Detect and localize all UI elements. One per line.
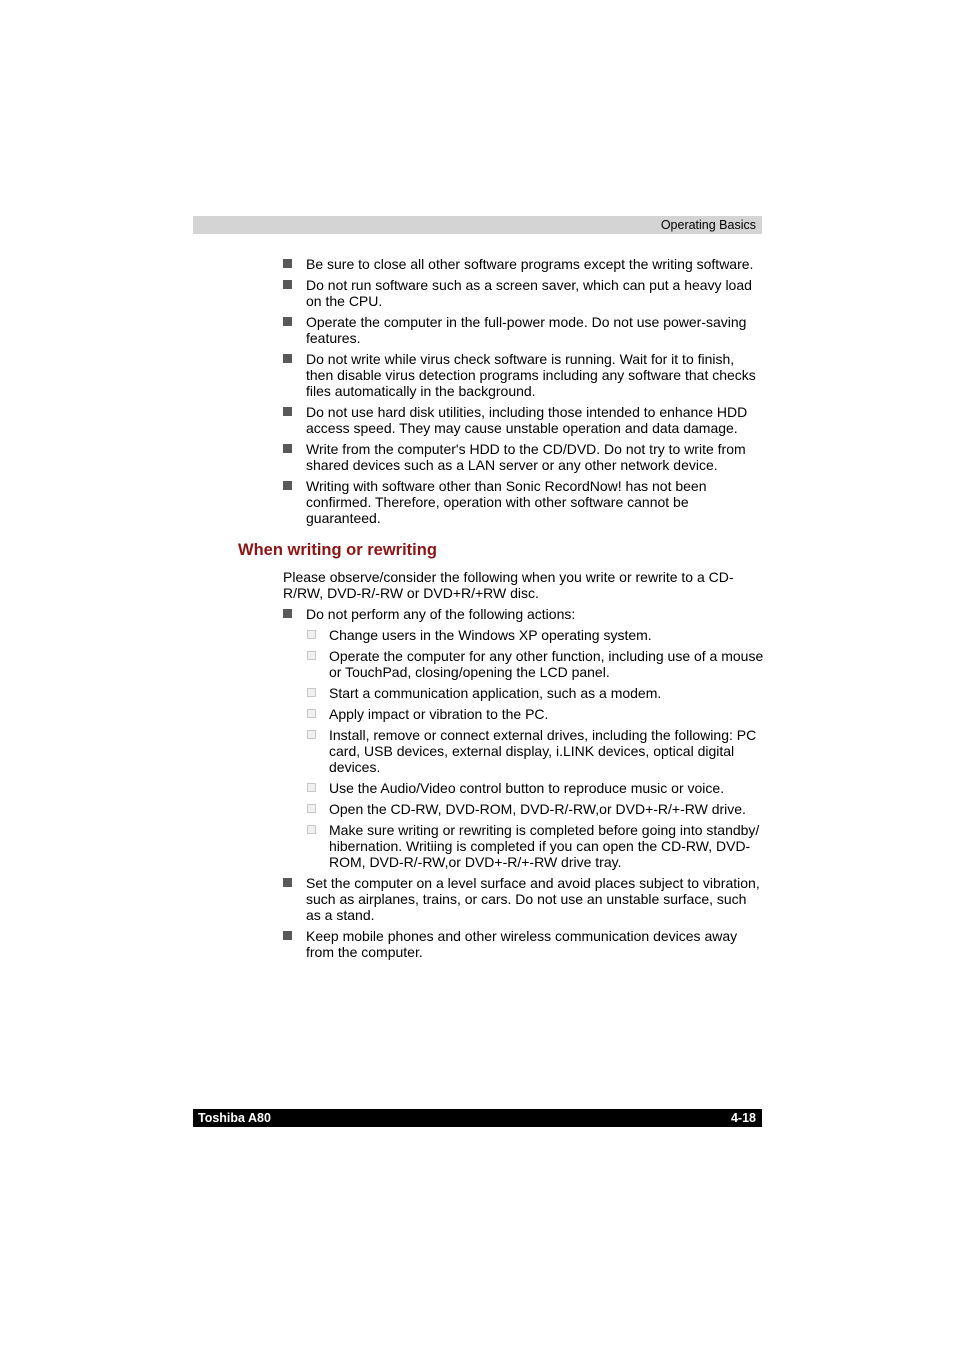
footer-page-number: 4-18 [730, 1111, 756, 1125]
square-bullet-icon [283, 317, 292, 326]
sub-list-item: Open the CD-RW, DVD-ROM, DVD-R/-RW,or DVD+-R/+-RW drive. [283, 801, 765, 817]
sub-list-item: Change users in the Windows XP operating system. [283, 627, 765, 643]
hollow-square-bullet-icon [307, 730, 316, 739]
page-header-bar [193, 216, 762, 234]
section-intro: Please observe/consider the following when you write or rewrite to a CD-R/RW, DVD-R/-RW or DVD+R/+RW disc. [283, 569, 734, 601]
list-item: Keep mobile phones and other wireless communication devices away from the computer. [283, 928, 765, 960]
list-item: Writing with software other than Sonic RecordNow! has not been confirmed. Therefore, operation with other software cannot be guaranteed. [283, 478, 765, 526]
list-item: Do not use hard disk utilities, including those intended to enhance HDD access speed. They may cause unstable operation and data damage. [283, 404, 765, 436]
hollow-square-bullet-icon [307, 651, 316, 660]
square-bullet-icon [283, 609, 292, 618]
square-bullet-icon [283, 481, 292, 490]
sub-list-item: Apply impact or vibration to the PC. [283, 706, 765, 722]
footer-product-name: Toshiba A80 [198, 1111, 271, 1125]
sub-list-item: Operate the computer for any other function, including use of a mouse or TouchPad, closing/opening the LCD panel. [283, 648, 765, 680]
hollow-square-bullet-icon [307, 630, 316, 639]
hollow-square-bullet-icon [307, 825, 316, 834]
square-bullet-icon [283, 354, 292, 363]
list-item: Do not write while virus check software is running. Wait for it to finish, then disable virus detection programs including any software that checks files automatically in the background. [283, 351, 765, 399]
sub-list-item: Make sure writing or rewriting is completed before going into standby/ hibernation. Writiing is completed if you can open the CD-RW, DVD-ROM, DVD-R/-RW,or DVD+-R/+-RW drive tray. [283, 822, 765, 870]
square-bullet-icon [283, 280, 292, 289]
sub-list-item: Start a communication application, such as a modem. [283, 685, 765, 701]
square-bullet-icon [283, 878, 292, 887]
top-bullet-list [283, 256, 765, 531]
list-item: Do not run software such as a screen saver, which can put a heavy load on the CPU. [283, 277, 765, 309]
list-item: Write from the computer's HDD to the CD/DVD. Do not try to write from shared devices such as a LAN server or any other network device. [283, 441, 765, 473]
section-body [283, 569, 765, 965]
header-title: Operating Basics [660, 218, 756, 232]
list-item: Operate the computer in the full-power mode. Do not use power-saving features. [283, 314, 765, 346]
square-bullet-icon [283, 931, 292, 940]
page-footer-bar [193, 1109, 762, 1127]
sub-list-item: Install, remove or connect external drives, including the following: PC card, USB devices, external display, i.LINK devices, optical digital devices. [283, 727, 765, 775]
list-item: Set the computer on a level surface and avoid places subject to vibration, such as airplanes, trains, or cars. Do not use an unstable surface, such as a stand. [283, 875, 765, 923]
hollow-square-bullet-icon [307, 804, 316, 813]
square-bullet-icon [283, 444, 292, 453]
section-heading: When writing or rewriting [238, 541, 437, 559]
hollow-square-bullet-icon [307, 783, 316, 792]
hollow-square-bullet-icon [307, 709, 316, 718]
sub-list-item: Use the Audio/Video control button to reproduce music or voice. [283, 780, 765, 796]
list-item: Be sure to close all other software programs except the writing software. [283, 256, 765, 272]
square-bullet-icon [283, 259, 292, 268]
list-item: Do not perform any of the following actions: [283, 606, 765, 622]
hollow-square-bullet-icon [307, 688, 316, 697]
square-bullet-icon [283, 407, 292, 416]
